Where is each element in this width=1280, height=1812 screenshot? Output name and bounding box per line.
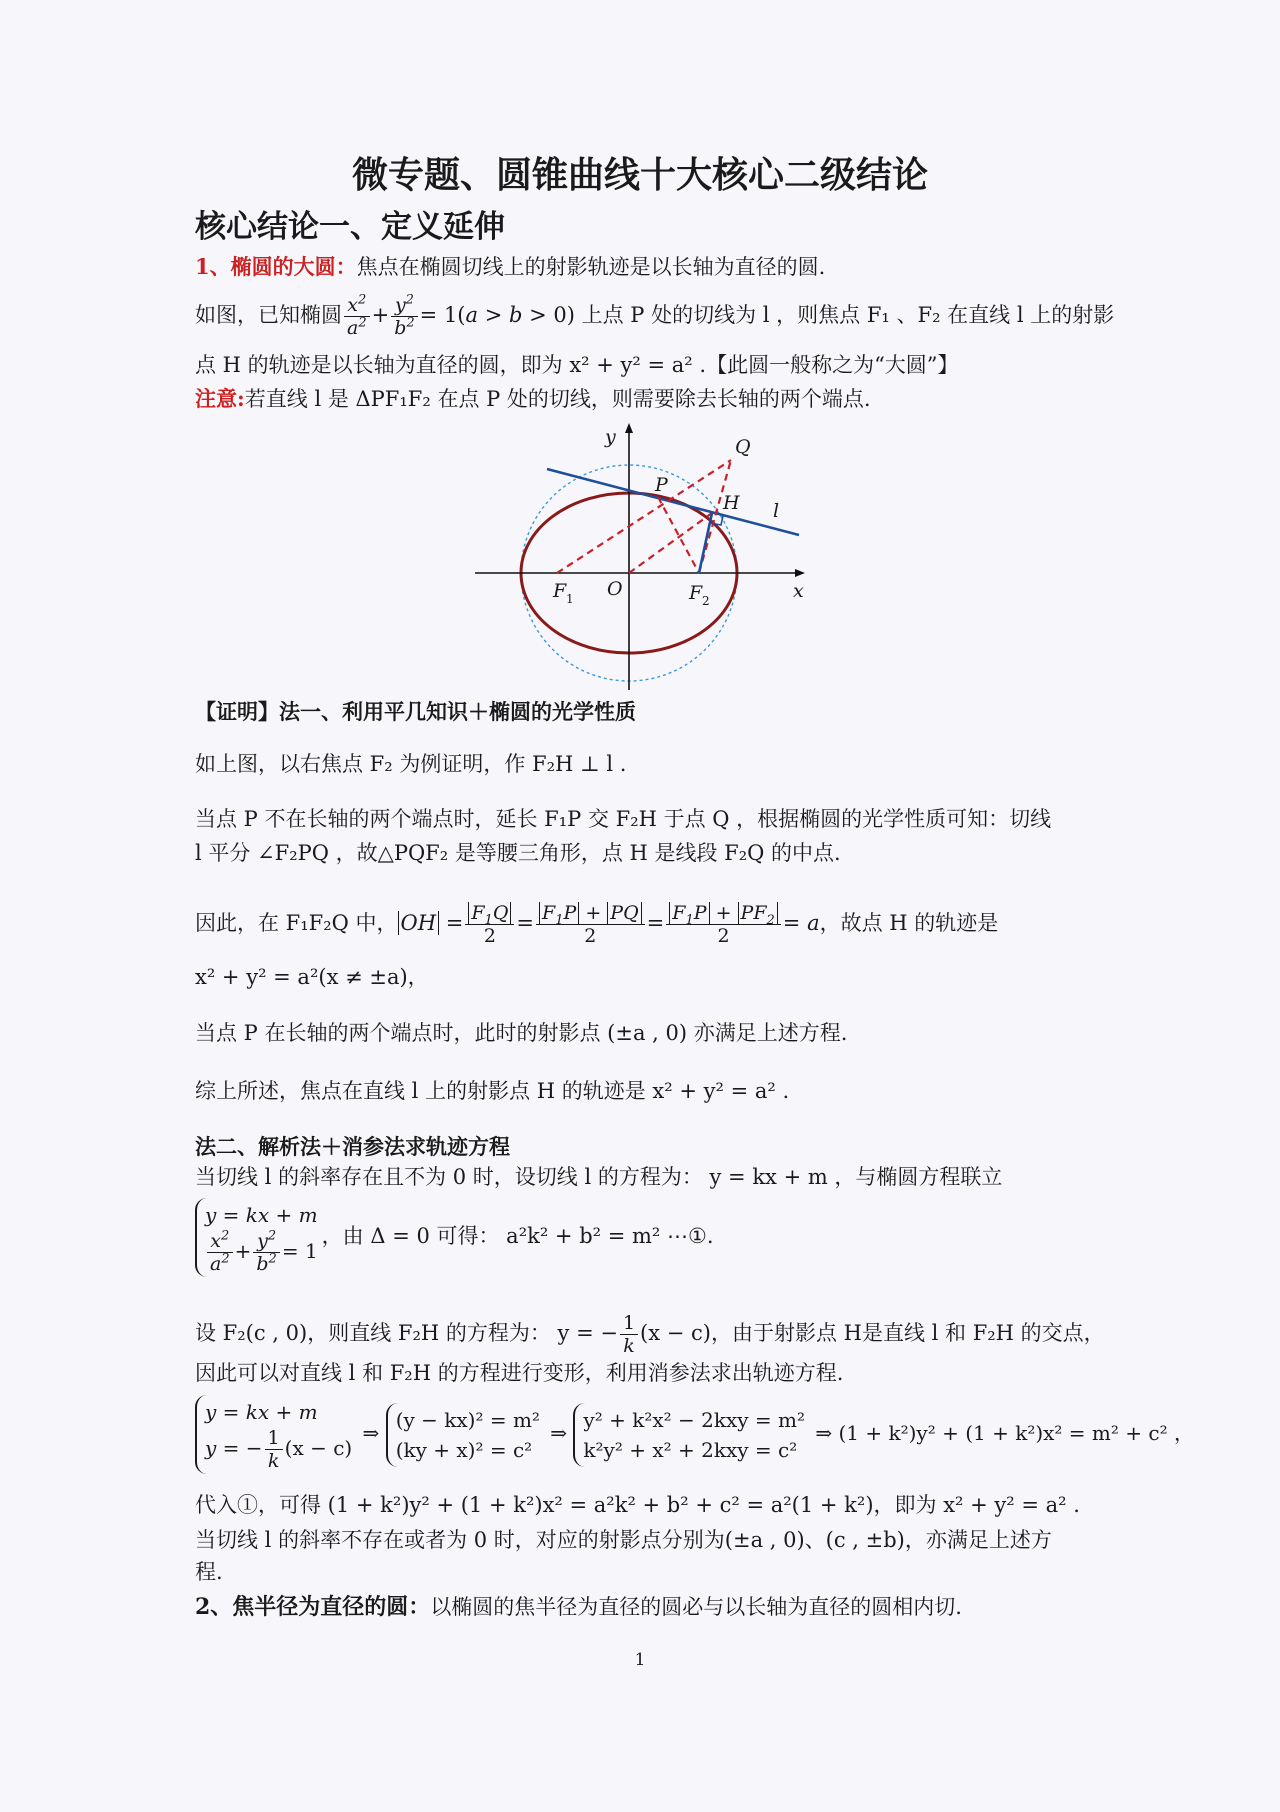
item-1: [195, 252, 1095, 282]
label-l: l: [773, 500, 780, 522]
proof-2-line-7: 程.: [195, 1560, 223, 1584]
proof-1-line-7: 综上所述，焦点在直线 l 上的射影点 H 的轨迹是 x² + y² = a² .: [195, 1079, 790, 1103]
system-1-eq-1: y = kx + m: [205, 1203, 318, 1227]
system-2-brace: y = kx + m y = − $\frac{1}{k}$ (x − c): [195, 1395, 356, 1474]
system-4-eq-2: k²y² + x² + 2kxy = c²: [583, 1437, 798, 1462]
system-3-eq-2: (ky + x)² = c²: [395, 1437, 533, 1462]
proof-2-line-1: 当切线 l 的斜率存在且不为 0 时，设切线 l 的方程为： y = kx + m ，与椭圆方程联立: [195, 1165, 1003, 1189]
label-o: O: [607, 578, 623, 600]
para-1-line-2: 点 H 的轨迹是以长轴为直径的圆，即为 x² + y² = a² .【此圆一般称之为“大圆”】: [195, 353, 959, 377]
label-q: Q: [735, 436, 751, 458]
proof-2-line-3a: 设 F₂(c , 0)，则直线 F₂H 的方程为： y = −: [195, 1321, 618, 1345]
item-2-label: 2、焦半径为直径的圆：: [195, 1594, 431, 1620]
system-4-brace: [573, 1403, 809, 1467]
proof-1-title: 【证明】法一、利用平几知识＋椭圆的光学性质: [195, 699, 636, 724]
proof-2-line-6: 当切线 l 的斜率不存在或者为 0 时，对应的射影点分别为(±a , 0)、(c , ±b)，亦满足上述方: [195, 1528, 1052, 1552]
note-text: 若直线 l 是 ΔPF₁F₂ 在点 P 处的切线，则需要除去长轴的两个端点.: [244, 387, 871, 411]
proof-2-line-3b: (x − c)，由于射影点 H是直线 l 和 F₂H 的交点，: [640, 1321, 1105, 1345]
proof-1-line-6: 当点 P 在长轴的两个端点时，此时的射影点 (±a , 0) 亦满足上述方程.: [195, 1021, 848, 1045]
label-x: x: [793, 580, 804, 602]
page-title: 微专题、圆锥曲线十大核心二级结论: [351, 154, 928, 196]
label-f2: F: [689, 582, 703, 604]
label-h: H: [723, 492, 740, 514]
tangent-line-l: [547, 469, 799, 535]
para-1-line-1: 如图，已知椭圆 $\frac{x^2}{a^2}$ + $\frac{y^2}{b^2}$ = 1(a > b > 0) 上点 P 处的切线为 l ，则焦点 F₁ 、F₂ 在直线 l 上的射影: [195, 292, 1115, 339]
proof-1-line-4a: 因此，在 F₁F₂Q 中，: [195, 911, 398, 935]
proof-1-line-4b: ，故点 H 的轨迹是: [819, 911, 999, 935]
proof-2-title: 法二、解析法＋消参法求轨迹方程: [195, 1134, 510, 1159]
x-axis-arrow: [795, 569, 805, 577]
system-2-eq-2: (x − c): [284, 1436, 353, 1460]
proof-2-system-2: y = kx + m y = − $\frac{1}{k}$ (x − c) ⇒ (y − kx)² = m² (ky + x)² = c² ⇒ y² + k²x² − 2kxy = m² k²y² + x² + 2kxy = c² ⇒ (1 + k²)y² + (1 + k²)x² = m² + c² ，: [195, 1395, 1095, 1474]
item-2-text: 以椭圆的焦半径为直径的圆必与以长轴为直径的圆相内切.: [430, 1595, 962, 1619]
section-heading-1: 核心结论一、定义延伸: [195, 209, 505, 245]
system-4-eq-1: y² + k²x² − 2kxy = m²: [583, 1407, 805, 1432]
proof-1-line-3: l 平分 ∠F₂PQ ，故△PQF₂ 是等腰三角形，点 H 是线段 F₂Q 的中点.: [195, 841, 841, 865]
label-f1: F: [553, 580, 567, 602]
label-f1-sub: 1: [566, 592, 574, 606]
fraction-f1p-pq: $\frac{F_1P + PQ}{2}$: [536, 902, 645, 947]
system-2-eq-1: y = kx + m: [205, 1400, 318, 1424]
proof-1-line-2: 当点 P 不在长轴的两个端点时，延长 F₁P 交 F₂H 于点 Q ，根据椭圆的光学性质可知：切线: [195, 807, 1052, 831]
note-line: [195, 384, 1095, 414]
proof-2-line-3: 设 F₂(c , 0)，则直线 F₂H 的方程为： y = − $\frac{1}{k}$ (x − c)，由于射影点 H是直线 l 和 F₂H 的交点，: [195, 1312, 1105, 1357]
item-1-label: 1、椭圆的大圆：: [195, 254, 357, 279]
para-1-a: 如图，已知椭圆: [195, 303, 342, 327]
system-1-brace: y = kx + m $\frac{x^2}{a^2}$ + $\frac{y^2}{b^2}$ = 1: [195, 1198, 322, 1277]
ellipse-figure: [465, 415, 820, 695]
proof-2-line-4: 因此可以对直线 l 和 F₂H 的方程进行变形，利用消参法求出轨迹方程.: [195, 1361, 844, 1385]
system-3-brace: [386, 1403, 544, 1467]
page-number: 1: [634, 1650, 646, 1670]
item-2: [195, 1592, 1095, 1622]
label-p: P: [655, 474, 668, 496]
item-1-text: 焦点在椭圆切线上的射影轨迹是以长轴为直径的圆.: [356, 255, 826, 279]
y-axis-arrow: [625, 423, 633, 433]
fraction-y2-b2: $\frac{y^2}{b^2}$: [391, 294, 417, 339]
fraction-x2-a2: $\frac{x^2}{a^2}$: [344, 294, 370, 339]
label-y: y: [605, 426, 616, 448]
proof-2-line-2: ，由 Δ = 0 可得： a²k² + b² = m² ⋯①.: [321, 1224, 714, 1248]
fraction-f1p-pf2: $\frac{F_1P + PF_2}{2}$: [666, 902, 781, 947]
note-label: 注意:: [195, 386, 245, 411]
fraction-f1q: $\frac{F_1Q}{2}$: [465, 902, 514, 947]
para-1-b: 上点 P 处的切线为 l ，则焦点 F₁ 、F₂ 在直线 l 上的射影: [581, 303, 1115, 327]
label-f2-sub: 2: [702, 594, 710, 608]
proof-1-line-1: 如上图，以右焦点 F₂ 为例证明，作 F₂H ⊥ l .: [195, 752, 627, 776]
proof-2-line-5: 代入①，可得 (1 + k²)y² + (1 + k²)x² = a²k² + b² + c² = a²(1 + k²)，即为 x² + y² = a² .: [195, 1493, 1080, 1517]
system-result: ⇒ (1 + k²)y² + (1 + k²)x² = m² + c² ，: [815, 1421, 1194, 1445]
system-3-eq-1: (y − kx)² = m²: [395, 1407, 540, 1432]
proof-1-line-4: 因此，在 F₁F₂Q 中， OH = $\frac{F_1Q}{2}$ = $\frac{F_1P + PQ}{2}$ = $\frac{F_1P + PF_2}{2}$ = a，故点 H 的轨迹是: [195, 902, 999, 947]
proof-1-line-5: x² + y² = a²(x ≠ ±a)，: [195, 965, 429, 989]
proof-2-system-1: [195, 1198, 1095, 1277]
